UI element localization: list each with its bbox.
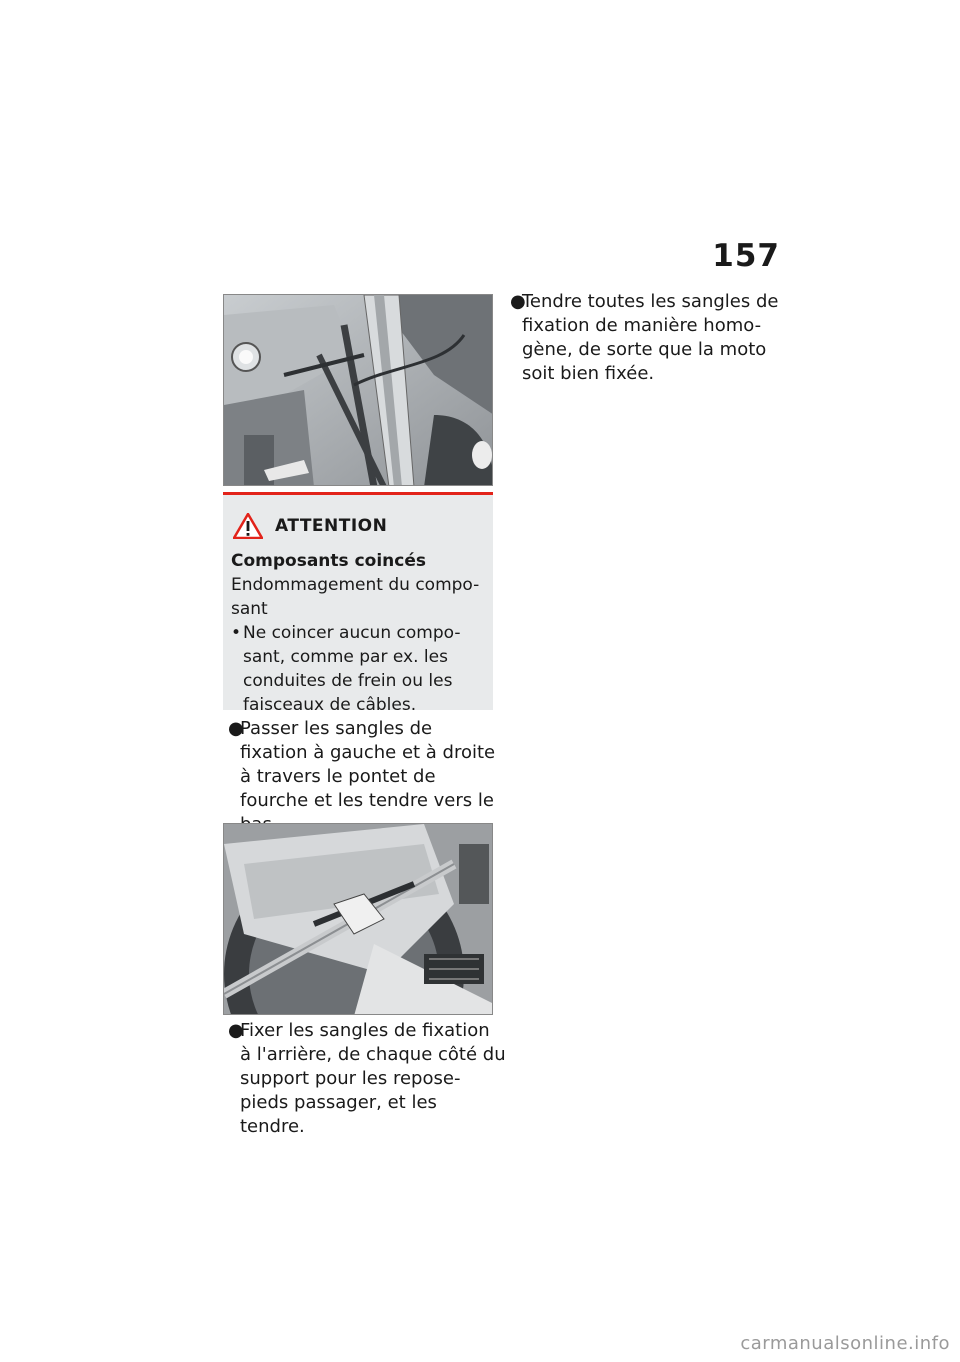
warning-box	[223, 492, 493, 715]
warning-description: Endommagement du compo-sant	[231, 575, 480, 619]
front-fork-strap-image	[223, 294, 493, 486]
step-fix-rear-straps	[228, 1019, 506, 1139]
warning-triangle-icon	[233, 513, 263, 539]
warning-header	[233, 513, 483, 539]
step-pass-straps	[228, 717, 502, 837]
bullet-icon: ●	[510, 291, 526, 312]
site-watermark: carmanualsonline.info	[740, 1333, 950, 1354]
warning-instruction: • Ne coincer aucun compo-sant, comme par ex. les conduites de frein ou les faisceaux de câbles.	[231, 621, 483, 717]
warning-subtitle: Composants coincés	[231, 551, 426, 571]
step-tension-straps	[510, 290, 782, 386]
rear-strap-image	[223, 823, 493, 1015]
step-text: Passer les sangles de fixation à gauche et à droite à travers le pontet de fourche et les tendre vers le	[240, 718, 496, 811]
bullet-icon: ●	[228, 718, 244, 739]
warning-title: ATTENTION	[275, 516, 388, 536]
step-text: Fixer les sangles de fixation à l'arrière, de chaque côté du support pour les repose-pieds passager, et les tendre.	[240, 1020, 506, 1137]
page-number: 157	[712, 238, 780, 274]
bullet-icon: ●	[228, 1020, 244, 1041]
step-text: Tendre toutes les sangles de fixation de manière homo-gène, de sorte que la moto soit bien fixée.	[522, 291, 779, 384]
